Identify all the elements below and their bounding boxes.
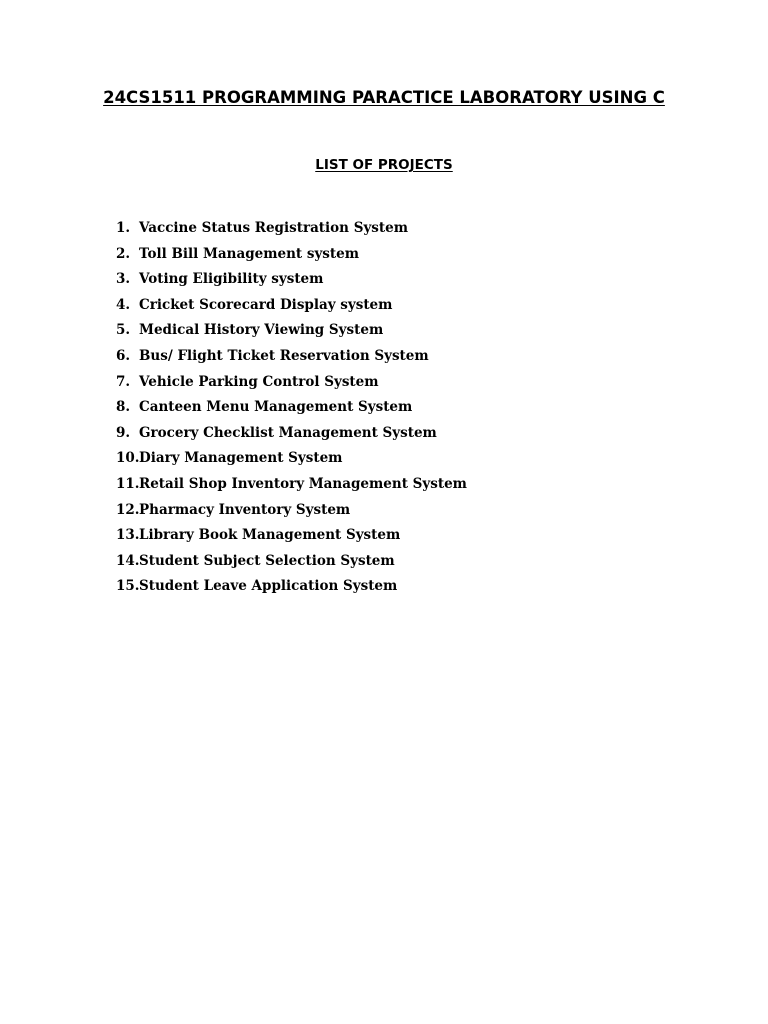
list-item-text: Vaccine Status Registration System [139, 220, 408, 236]
list-item-text: Toll Bill Management system [139, 245, 360, 262]
list-item-number: 4. [116, 296, 131, 313]
list-item-text: Medical History Viewing System [139, 322, 384, 339]
document-title: 24CS1511 PROGRAMMING PARACTICE LABORATORY USING C [103, 88, 665, 107]
list-item-text: Retail Shop Inventory Management System [139, 475, 467, 492]
list-item-number: 14. [116, 552, 140, 569]
list-item-text: Voting Eligibility system [139, 271, 324, 288]
list-item-number: 13. [116, 527, 140, 544]
list-item-text: Vehicle Parking Control System [139, 373, 379, 390]
list-item-number: 9. [116, 424, 131, 441]
list-item-text: Student Subject Selection System [139, 552, 395, 569]
list-item-text: Canteen Menu Management System [139, 399, 413, 416]
list-item-text: Grocery Checklist Management System [139, 424, 437, 441]
document-subtitle: LIST OF PROJECTS [315, 157, 453, 173]
list-item-number: 11. [116, 475, 140, 492]
list-item-number: 1. [116, 220, 131, 236]
list-item-text: Student Leave Application System [139, 578, 398, 595]
list-item-number: 10. [116, 450, 140, 467]
list-item-number: 8. [116, 399, 131, 416]
list-item-text: Diary Management System [139, 450, 343, 467]
list-item-number: 7. [116, 373, 131, 390]
list-item-text: Cricket Scorecard Display system [139, 296, 393, 313]
list-item-text: Library Book Management System [139, 527, 401, 544]
list-item-number: 2. [116, 245, 131, 262]
list-item-number: 6. [116, 347, 131, 364]
list-item-number: 5. [116, 322, 131, 339]
list-item-number: 12. [116, 501, 140, 518]
list-item-text: Bus/ Flight Ticket Reservation System [139, 347, 429, 364]
list-item-number: 3. [116, 271, 131, 288]
list-item-text: Pharmacy Inventory System [139, 501, 351, 518]
list-item-number: 15. [116, 578, 140, 595]
